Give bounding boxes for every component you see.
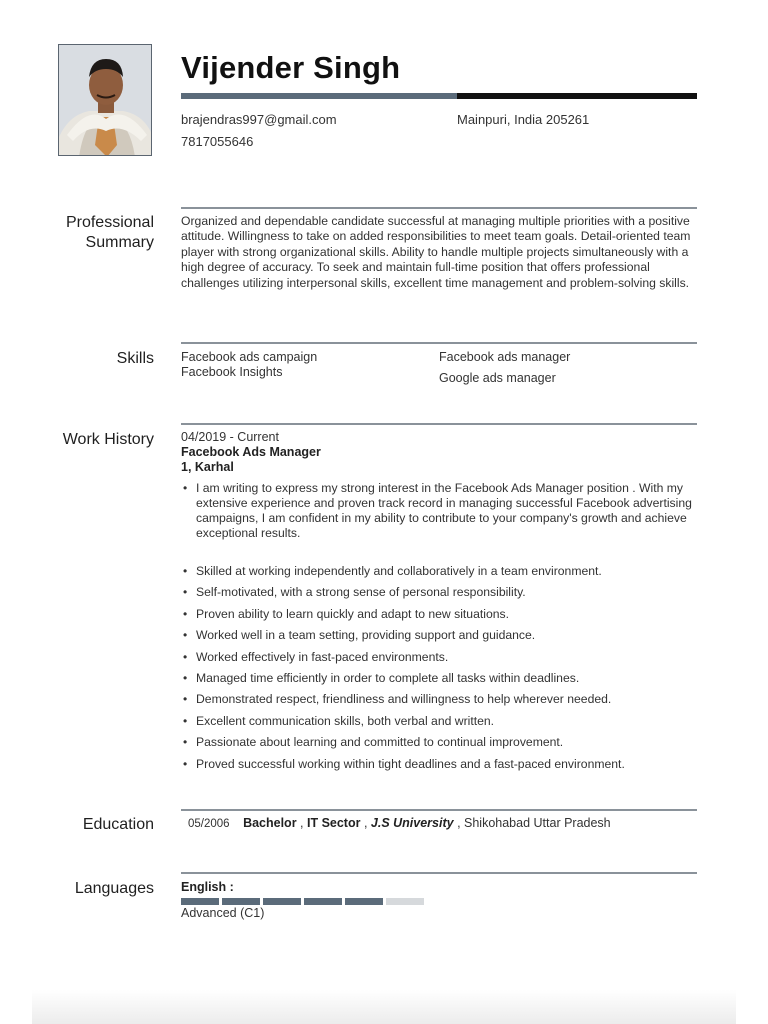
name-underline-dark [457, 93, 697, 99]
language-name: English : [181, 880, 234, 894]
email-address[interactable]: brajendras997@gmail.com [181, 112, 337, 127]
skill-item: Google ads manager [439, 371, 556, 385]
section-divider-education [181, 809, 697, 811]
list-item: • I am writing to express my strong interest in the Facebook Ads Manager position . With my extensive experience and proven track record in managing successful Facebook advertising campaigns, I am confident in my ability to contribute to your company's growth and achieve exceptional results. [181, 481, 697, 541]
education-field: IT Sector [306, 816, 361, 830]
section-title-work: Work History [62, 431, 154, 448]
job-title: Facebook Ads Manager [181, 445, 321, 459]
education-degree: Bachelor [243, 816, 297, 830]
rating-segment-filled [304, 898, 342, 905]
summary-text: Organized and dependable candidate successful at managing multiple priorities with a positive attitude. Willingness to take on added responsibilities to meet team goals. Detail-oriented team player with strong organizational skills. Ability to handle multiple projects simultaneously with a high degree of accuracy. To seek and maintain full-time position that offers professional challenges utilizing interpersonal skills, excellent time management and problem-solving skills. [181, 214, 691, 290]
person-photo-icon [59, 45, 152, 156]
section-title-summary [66, 213, 154, 253]
section-divider-skills [181, 342, 697, 344]
skill-item: Facebook ads campaign [181, 350, 318, 364]
list-item: • Proven ability to learn quickly and adapt to new situations. [181, 607, 697, 622]
section-title-summary-line1: Professional [65, 214, 154, 231]
education-school: J.S University [370, 816, 454, 830]
profile-photo [58, 44, 152, 156]
list-item: • Skilled at working independently and collaboratively in a team environment. [181, 564, 697, 579]
list-item: • Worked well in a team setting, providing support and guidance. [181, 628, 697, 643]
skill-item: Facebook ads manager [439, 350, 571, 364]
postal-address: Mainpuri, India 205261 [457, 112, 590, 127]
section-title-summary-line2: Summary [85, 234, 154, 251]
job-dates: 04/2019 - Current [181, 430, 279, 444]
skill-item: Facebook Insights [181, 365, 283, 379]
page-bottom-shadow [32, 990, 736, 1024]
section-title-education: Education [82, 816, 154, 833]
list-item: • Managed time efficiently in order to complete all tasks within deadlines. [181, 671, 697, 686]
rating-segment-empty [386, 898, 424, 905]
education-location: , Shikohabad Uttar Pradesh [453, 816, 611, 830]
rating-segment-filled [222, 898, 260, 905]
name-underline-accent [181, 93, 457, 99]
rating-segment-filled [345, 898, 383, 905]
list-item: • Proved successful working within tight deadlines and a fast-paced environment. [181, 757, 697, 772]
education-entry [188, 816, 611, 830]
rating-segment-filled [181, 898, 219, 905]
candidate-name: Vijender Singh [181, 50, 401, 85]
job-company: 1, Karhal [181, 460, 234, 474]
language-level: Advanced (C1) [181, 906, 265, 920]
list-item: • Demonstrated respect, friendliness and willingness to help wherever needed. [181, 692, 697, 707]
education-date: 05/2006 [188, 818, 230, 830]
list-item: • Excellent communication skills, both verbal and written. [181, 714, 697, 729]
education-separator: , [360, 816, 371, 830]
list-item: • Self-motivated, with a strong sense of personal responsibility. [181, 585, 697, 600]
section-divider-summary [181, 207, 697, 209]
phone-number[interactable]: 7817055646 [181, 134, 254, 149]
rating-segment-filled [263, 898, 301, 905]
education-separator: , [296, 816, 307, 830]
list-item: • Worked effectively in fast-paced environments. [181, 650, 697, 665]
section-title-languages: Languages [74, 880, 154, 897]
section-divider-languages [181, 872, 697, 874]
section-title-skills: Skills [116, 350, 154, 367]
job-responsibilities [181, 481, 697, 778]
list-item: • Passionate about learning and committed to continual improvement. [181, 735, 697, 750]
section-divider-work [181, 423, 697, 425]
